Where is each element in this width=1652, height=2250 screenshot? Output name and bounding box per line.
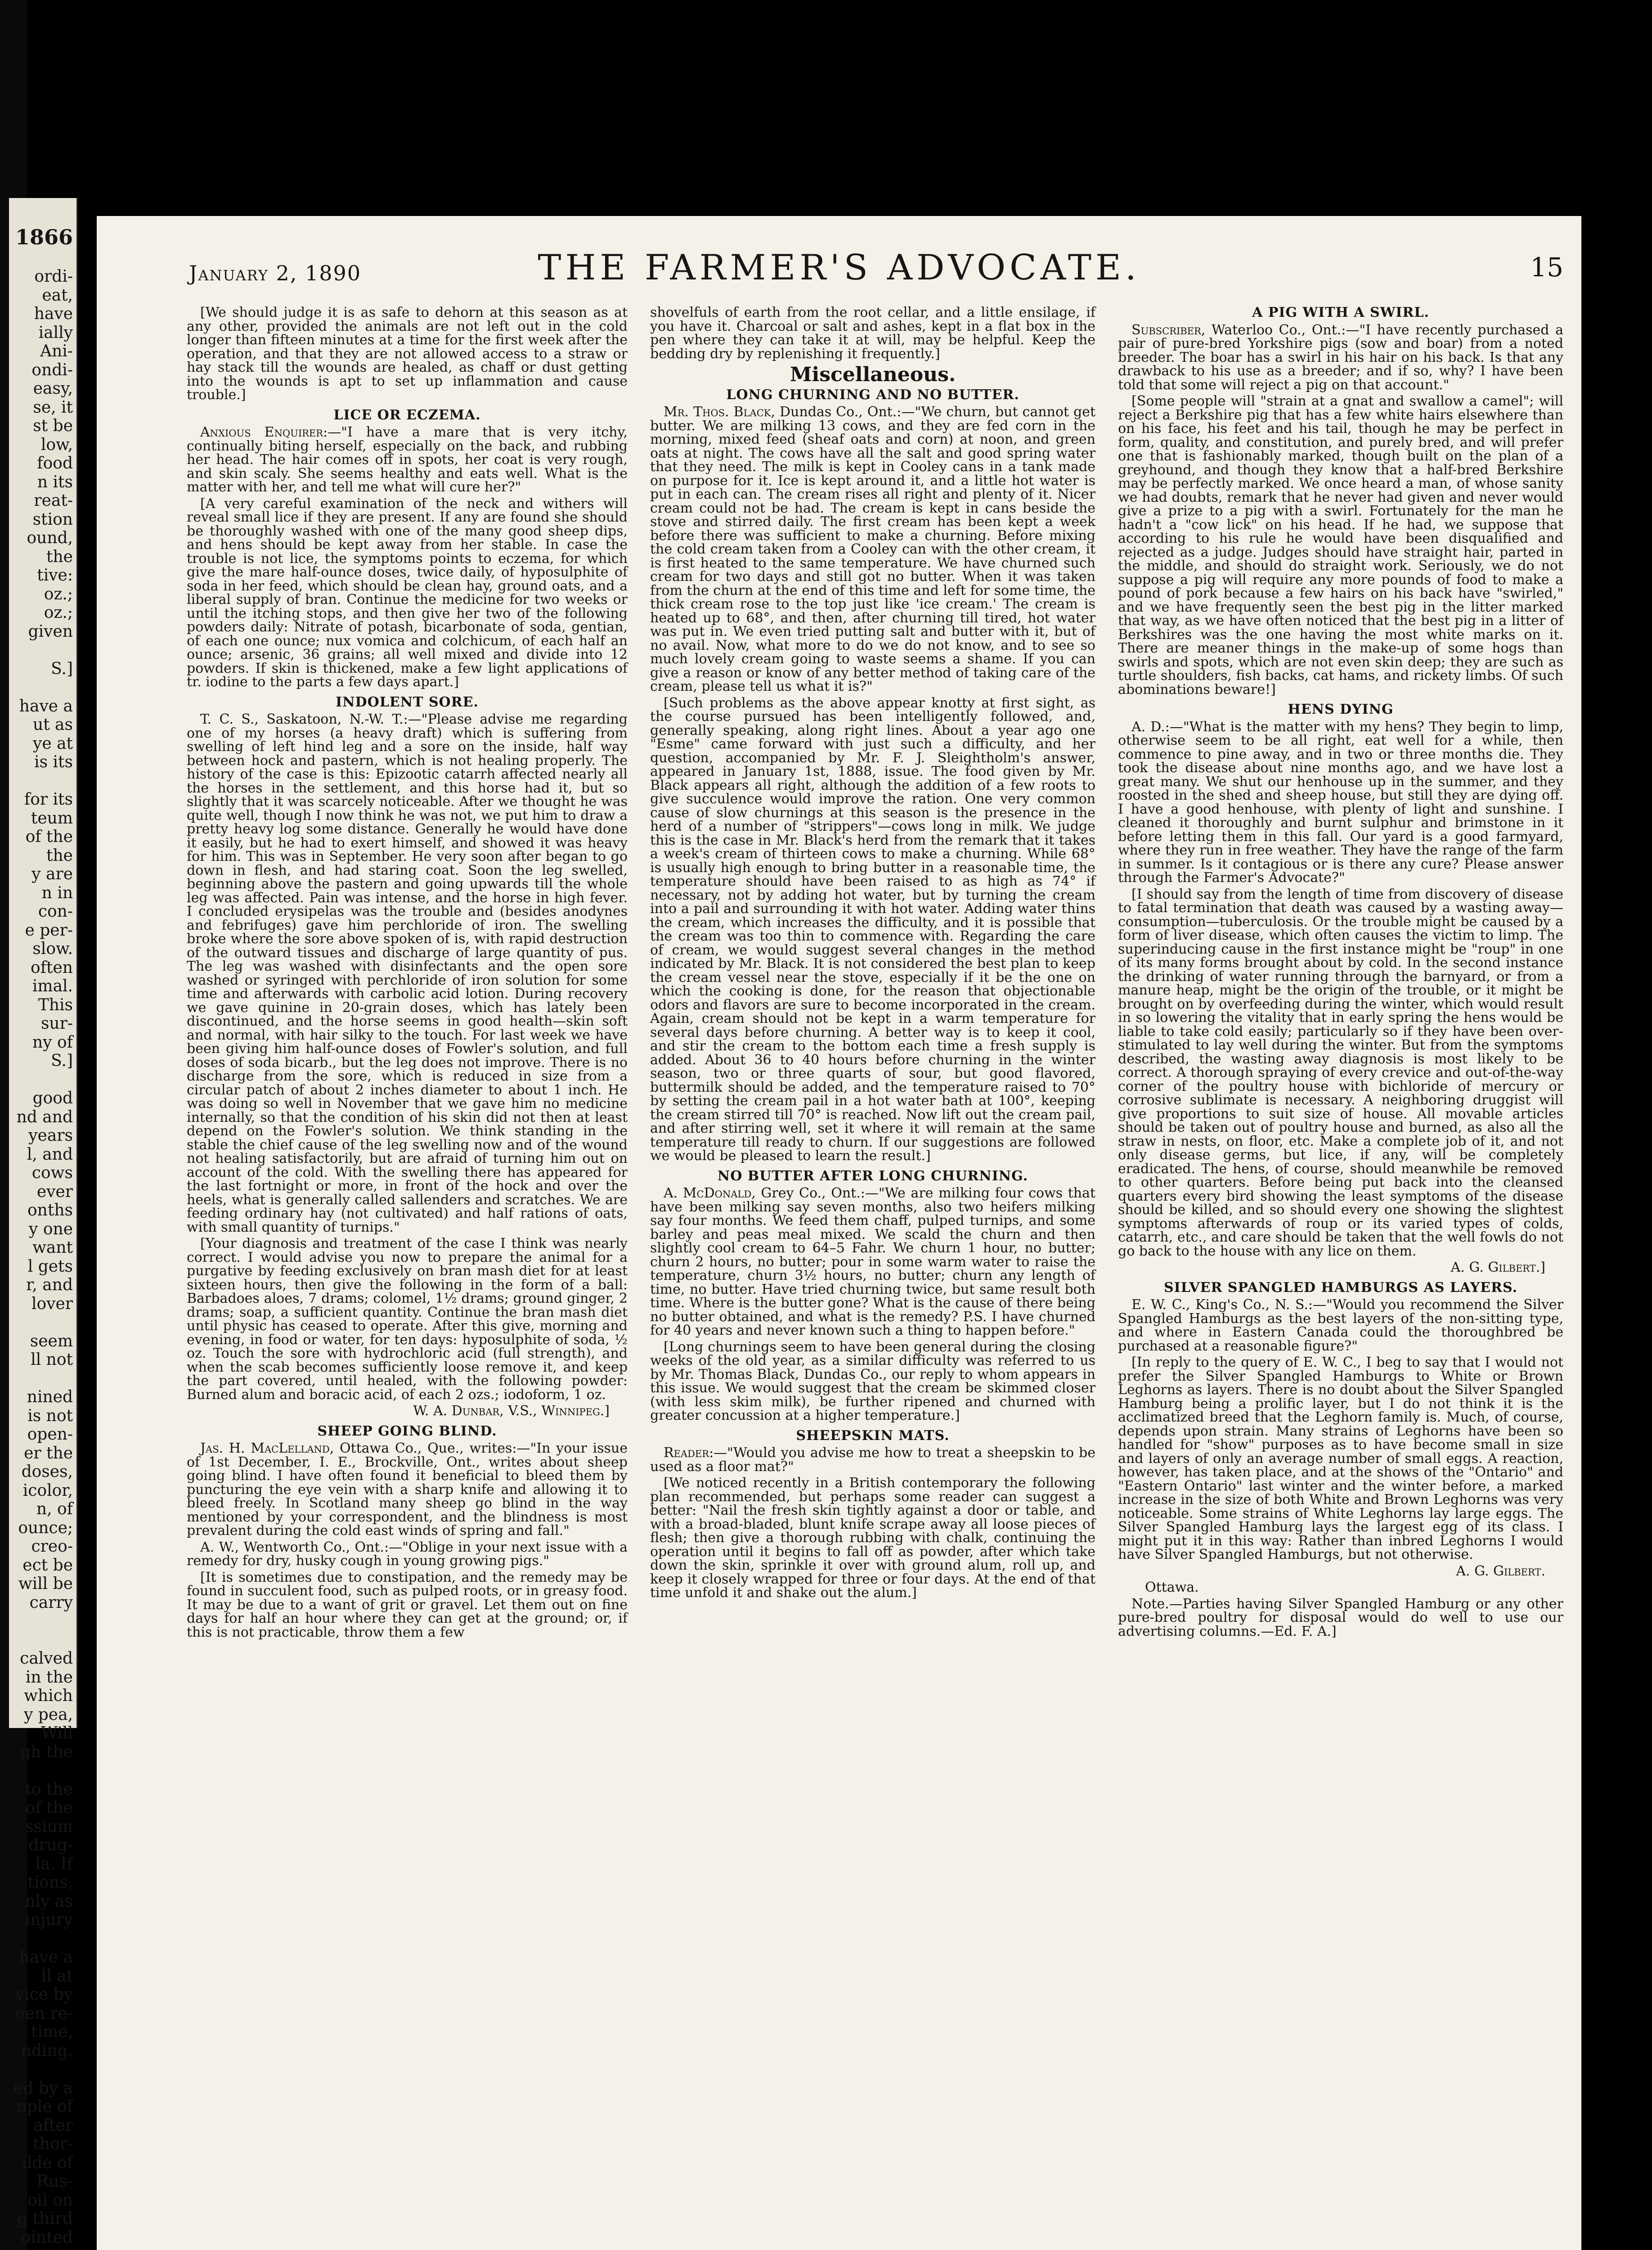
fragment-line bbox=[9, 641, 76, 660]
fragment-line: tive: bbox=[37, 566, 73, 585]
fragment-line: of the bbox=[25, 828, 73, 846]
section-heading-miscellaneous: Miscellaneous. bbox=[790, 363, 956, 386]
fragment-line: nly as bbox=[25, 1892, 73, 1911]
reply-pig-cough-continued: shovelfuls of earth from the root cellar, and a little ensilage, if you have it. Charcoal or salt and ashes, kept in a flat box in the pen where they can take it at will, may be helpful. Keep the bedding dry by replenishing it frequently.] bbox=[650, 305, 1095, 362]
fragment-line: oz.; bbox=[44, 585, 73, 603]
fragment-line: vice by bbox=[15, 1985, 73, 2004]
fragment-line: ll at bbox=[41, 1966, 73, 1985]
fragment-line: ed by a bbox=[13, 2079, 73, 2097]
fragment-line: years bbox=[28, 1126, 73, 1145]
fragment-line bbox=[9, 1369, 76, 1388]
letter-text: , Grey Co., Ont.:—"We are milking four cows that have been milking say seven months, also two heifers milking say four months. We feed them chaff, pulped turnips, and some barley and peas meal mixed. We scald the churn and then slightly cool cream to 64–5 Fahr. We churn 1 hour, no butter; churn 2 hours, no butter; pour in some warm water to raise the temperature, churn 3½ hours, no butter; churn any length of time, no butter. Have tried churning twice, but same result both time. Where is the butter gone? What is the cause of there being no butter obtained, and what is the remedy? P.S. I have churned for 40 years and never known such a thing to happen before." bbox=[650, 1185, 1095, 1338]
correspondent-name: A. McDonald bbox=[664, 1185, 752, 1201]
fragment-line: Will bbox=[41, 1724, 73, 1742]
heading-no-butter: NO BUTTER AFTER LONG CHURNING. bbox=[717, 1168, 1028, 1184]
fragment-line: se, it bbox=[33, 398, 73, 417]
fragment-line bbox=[9, 2247, 76, 2250]
fragment-line: ound, bbox=[27, 529, 73, 547]
heading-long-churning: LONG CHURNING AND NO BUTTER. bbox=[726, 387, 1019, 403]
fragment-line: calved bbox=[20, 1649, 73, 1668]
correspondent-name: E. W. C. bbox=[1131, 1297, 1186, 1313]
page-header bbox=[97, 243, 1581, 292]
fragment-line: food bbox=[37, 454, 73, 472]
fragment-line: have a bbox=[19, 1948, 73, 1966]
letter-text: , Ottawa Co., Que., writes:—"In your issue of 1st December, I. E., Brockville, Ont., writes about sheep going blind. I have often found it beneficial to bleed them by puncturing the eye vein with a sharp knife and allowing it to bleed freely. In Scotland many sheep go blind in the way mentioned by your correspondent, and the blindness is most prevalent during the cold east winds of spring and fall." bbox=[187, 1440, 628, 1539]
fragment-line: S.] bbox=[51, 659, 73, 678]
column-1 bbox=[187, 306, 628, 2250]
letter-text: :—"What is the matter with my hens? They begin to limp, otherwise seem to be all right, eat well for a while, then commence to pine away, and in two or three months die. They took the disease about nine months ago, and we have lost a great many. We shut our henhouse up in the summer, and they roosted in the shed and sheep house, but still they are dying off. I have a good henhouse, with plenty of light and sunshine. I cleaned it thoroughly and burnt sulphur and brimstone in it before letting them in this fall. Our yard is a good farmyard, where they run in free weather. They have the range of the farm in summer. Is it contagious or is there any cure? Please answer through the Farmer's Advocate?" bbox=[1118, 719, 1563, 886]
letter-sheep-blind bbox=[187, 1442, 628, 1538]
fragment-line: Ani- bbox=[40, 342, 73, 360]
correspondent-name: Reader bbox=[664, 1445, 709, 1461]
fragment-line: open- bbox=[27, 1425, 73, 1444]
fragment-line: n, of bbox=[36, 1500, 73, 1518]
fragment-line: Rus- bbox=[36, 2172, 73, 2191]
letter-pig-swirl bbox=[1118, 324, 1563, 392]
heading-lice-or-eczema: LICE OR ECZEMA. bbox=[333, 407, 481, 423]
fragment-line: have bbox=[34, 305, 73, 323]
reply-hamburgs: [In reply to the query of E. W. C., I beg to say that I would not prefer the Silver Spangled Hamburgs to White or Brown Leghorns as layers. There is no doubt about the Silver Spangled Hamburg being a prolific layer, but I do not think it is the acclimatized breed that the Leghorn family is. Much, of course, depends upon strain. Many strains of Leghorns have been so handled for "show" purposes as to have become small in size and layers of only an average number of small eggs. A reaction, however, has taken place, and at the shows of the "Ontario" and "Eastern Ontario" last winter and the winter before, a marked increase in the size of both White and Brown Leghorns was very noticeable. Some strains of White Leghorns lay large eggs. The Silver Spangled Hamburg lays the largest egg of its class. I might put it in this way: Rather than inbred Leghorns I would have Silver Spangled Hamburgs, but not otherwise. bbox=[1118, 1354, 1563, 1562]
fragment-line: ssium bbox=[25, 1817, 73, 1836]
fragment-line: in the bbox=[25, 1668, 73, 1687]
fragment-line: nd and bbox=[16, 1107, 73, 1126]
column-3 bbox=[1118, 306, 1563, 2250]
fragment-line: ut as bbox=[32, 716, 73, 734]
heading-sheep-going-blind: SHEEP GOING BLIND. bbox=[317, 1423, 497, 1439]
letter-text: :—"Would you advise me how to treat a sheepskin to be used as a floor mat?" bbox=[650, 1445, 1095, 1475]
letter-text: , Dundas Co., Ont.:—"We churn, but cannot get butter. We are milking 13 cows, and they are fed corn in the morning, mixed feed (sheaf oats and corn) at noon, and green oats at night. The cows have all the salt and good spring water that they need. The milk is kept in Cooley cans in a tank made on purpose for it. Ice is kept around it, and a little hot water is put in each can. The cream rises all right and plenty of it. Nicer cream could not be had. The cream is kept in cans beside the stove and stirred daily. The first cream has been kept a week before there was sufficient to make a churning. Before mixing the cold cream taken from a Cooley can with the other cream, it is first heated to the same temperature. We have churned such cream for two days and still got no butter. When it was taken from the churn at the end of this time and left for some time, the thick cream rose to the top just like 'ice cream.' The cream is heated up to 68°, and then, after churning till tired, hot water was put in. We even tried putting salt and butter with it, but of no avail. Now, what more to do we do not know, and to see so much lovely cream going to waste seems a shame. If you can give a reason or know of any better method of taking care of the cream, please tell us what it is?" bbox=[650, 404, 1095, 694]
fragment-line: ounce; bbox=[18, 1518, 73, 1537]
letter-text: :—"I have a mare that is very itchy, continually biting herself, especially on the back, and rubbing her head. The hair comes off in spots, her coat is very rough, and skin scaly. She seems healthy and eats well. What is the matter with her, and tell me what will cure her?" bbox=[187, 424, 628, 495]
fragment-line: ondi- bbox=[31, 360, 73, 379]
reply-lice: [A very careful examination of the neck and withers will reveal small lice if they are present. If any are found she should be thoroughly washed with one of the many good sheep dips, and hens should be kept away from her stable. In case the trouble is not lice, the symptoms points to eczema, for which give the mare half-ounce doses, twice daily, of hyposulphite of soda in her feed, which should be clean hay, ground oats, and a liberal supply of bran. Continue the medicine for two weeks or until the itching stops, and then give her two of the following powders daily: Nitrate of potash, bicarbonate of soda, gentian, of each one ounce; nux vomica and colchicum, of each half an ounce; arsenic, 36 grains; all well mixed and divide into 12 powders. If skin is thickened, make a few light applications of tr. iodine to the parts a few days apart.] bbox=[187, 495, 628, 690]
fragment-line bbox=[9, 1071, 76, 1089]
heading-sheepskin-mats: SHEEPSKIN MATS. bbox=[796, 1427, 950, 1444]
fragment-line bbox=[9, 772, 76, 791]
fragment-line: oil on bbox=[27, 2191, 73, 2210]
reply-long-churning: [Such problems as the above appear knotty at first sight, as the course pursued has been intelligently followed, and, generally speaking, along right lines. About a year ago one "Esme" came forward with just such a difficulty, and her question, accompanied by Mr. F. J. Sleightholm's answer, appeared in January 1st, 1888, issue. The food given by Mr. Black appears all right, although the addition of a few roots to give succulence would improve the ration. One very common cause of slow churnings at this season is the presence in the herd of a number of "strippers"—cows long in milk. We judge this is the case in Mr. Black's herd from the remark that it takes a week's cream of thirteen cows to make a churning. While 68° is usually high enough to bring butter in a reasonable time, the temperature should have been raised to as high as 74° if necessary, not by adding hot water, but by turning the cream into a pail and surrounding it with hot water. Adding water thins the cream, which increases the difficulty, and it is possible that the cream was too thin to commence with. Regarding the care of cream, we would suggest several changes in the method indicated by Mr. Black. It is not considered the best plan to keep the cream vessel near the stove, especially if it be the one on which the cooking is done, for the reason that objectionable odors and flavors are sure to become incorporated in the cream. Again, cream should not be kept in a warm temperature for several days before churning. A better way is to keep it cool, and stir the cream to the bottom each time a fresh supply is added. About 36 to 40 hours before churning in the winter season, two or three quarts of sour, but good flavored, buttermilk should be added, and the temperature raised to 70° by setting the cream pail in a hot water bath at 100°, keeping the cream stirred till 70° is reached. Now lift out the cream pail, and after stirring well, set it where it will remain at the same temperature till ready to churn. If our suggestions are followed we would be pleased to learn the result.] bbox=[650, 695, 1095, 1164]
fragment-line: will be bbox=[18, 1575, 73, 1593]
previous-page-edge bbox=[9, 198, 78, 2247]
fragment-line: ect be bbox=[22, 1556, 73, 1575]
fragment-line: y pea, bbox=[23, 1705, 73, 1724]
fragment-line: easy, bbox=[33, 379, 73, 398]
fragment-line: l, and bbox=[27, 1145, 73, 1164]
reply-sheepskin-mats: [We noticed recently in a British contemporary the following plan recommended, but perhaps some reader can suggest a better: "Nail the fresh skin tightly against a door or table, and with a broad-bladed, blunt knife scrape away all loose pieces of flesh; then give a thorough rubbing with chalk, continuing the operation until it begins to fall off as powder, after which take down the skin, sprinkle it over with ground alum, roll up, and keep it closely wrapped for three or four days. At the end of that time unfold it and shake out the alum.] bbox=[650, 1475, 1095, 1601]
fragment-line: eat, bbox=[42, 286, 73, 305]
fragment-line: is not bbox=[27, 1406, 73, 1425]
fragment-line bbox=[9, 1612, 76, 1631]
heading-indolent-sore: INDOLENT SORE. bbox=[336, 694, 479, 710]
fragment-line: cows bbox=[31, 1164, 73, 1182]
letter-text: , Waterloo Co., Ont.:—"I have recently purchased a pair of pure-bred Yorkshire pigs (sow and boar) from a noted breeder. The boar has a swirl in his hair on his back. Is that any drawback to his use as a breeder; and if so, why? I have been told that some will reject a pig on that account." bbox=[1118, 322, 1563, 393]
correspondent-name: T. C. S. bbox=[200, 711, 255, 727]
fragment-line: reat- bbox=[34, 491, 73, 510]
fragment-line bbox=[9, 1631, 76, 1650]
newspaper-page bbox=[97, 216, 1581, 2250]
heading-pig-with-swirl: A PIG WITH A SWIRL. bbox=[1252, 305, 1429, 320]
fragment-line: given bbox=[28, 622, 73, 641]
letter-sheepskin-mats bbox=[650, 1446, 1095, 1474]
fragment-line: con- bbox=[38, 902, 73, 921]
heading-hens-dying: HENS DYING bbox=[1288, 702, 1394, 717]
issue-date: January 2, 1890 bbox=[189, 261, 362, 285]
letter-lice bbox=[187, 426, 628, 495]
fragment-line: S.] bbox=[51, 1052, 73, 1070]
fragment-line: r, and bbox=[26, 1276, 73, 1294]
fragment-line: e per- bbox=[25, 921, 73, 940]
fragment-line: slow. bbox=[32, 940, 73, 958]
fragment-line: doses, bbox=[21, 1462, 73, 1481]
fragment-line: good bbox=[32, 1089, 73, 1107]
fragment-line: nding. bbox=[21, 2041, 73, 2060]
signature-dunbar: W. A. Dunbar, V.S., Winnipeg.] bbox=[413, 1403, 610, 1419]
fragment-line: een re- bbox=[15, 2004, 73, 2023]
fragment-line: oz.; bbox=[44, 603, 73, 622]
correspondent-name: A. W. bbox=[200, 1539, 235, 1555]
fragment-line: y one bbox=[29, 1220, 73, 1238]
fragment-line: g third bbox=[17, 2210, 73, 2228]
page-number: 15 bbox=[1530, 252, 1563, 283]
fragment-line: creo- bbox=[31, 1537, 73, 1556]
correspondent-name: Subscriber bbox=[1131, 322, 1201, 338]
signature-gilbert-2: A. G. Gilbert. bbox=[1456, 1563, 1545, 1579]
dehorning-reply: [We should judge it is as safe to dehorn at this season as at any other, provided the animals are not left out in the cold longer than fifteen minutes at a time for the first week after the operation, and that they are not allowed access to a straw or hay stack till the wounds are healed, as chaff or dust getting into the wounds is apt to set up inflammation and cause trouble.] bbox=[187, 305, 628, 403]
previous-page-fragments bbox=[9, 267, 76, 2250]
fragment-line: is its bbox=[34, 753, 73, 771]
fragment-line: n in bbox=[41, 883, 73, 902]
letter-text: , Saskatoon, N.-W. T.:—"Please advise me regarding one of my horses (a heavy draft) which is suffering from swelling of left hind leg and a sore on the inside, half way between hock and pastern, which is not healing properly. The history of the case is this: Epizootic catarrh affected nearly all the horses in the settlement, and this horse had it, but so slightly that it was scarcely noticeable. After we thought he was quite well, though I now think he was not, we put him to draw a pretty heavy log some distance. Generally he would have done it easily, but he had to exert himself, and showed it was heavy for him. This was in September. He very soon after began to go down in flesh, and had staring coat. Soon the leg swelled, beginning above the pastern and going upwards till the whole leg was affected. Pain was intense, and the horse in high fever. I concluded erysipelas was the trouble and (besides anodynes and febrifuges) gave him perchloride of iron. The swelling broke where the sore above spoken of is, with rapid destruction of the outward tissues and discharge of large quantity of pus. The leg was washed with disinfectants and the open sore washed or syringed with perchloride of iron solution for some time and afterwards with carbolic acid lotion. During recovery we gave quinine in 20-grain doses, which has lately been discontinued, and the horse seems in good health—skin soft and normal, with hair silky to the touch. For last week we have been giving him half-ounce doses of Fowler's solution, and full doses of soda bicarb., but the leg does not improve. There is no discharge from the sore, which is reduced in size from a circular patch of about 2 inches diameter to about 1 inch. He was doing so well in November that we gave him no medicine internally, so that the condition of his skin did not then at least depend on the Fowler's solution. We think standing in the stable the chief cause of the leg swelling now and of the wound not healing satisfactorily, but are afraid of turning him out on account of the cold. With the swelling there has appeared for the last fortnight or more, in front of the hock and over the heels, what is generally called sallenders and scratches. We are feeding ordinary hay (not cultivated) and half rations of oats, with small quantity of turnips." bbox=[187, 711, 628, 1235]
fragment-line: ever bbox=[36, 1182, 73, 1201]
correspondent-name: A. D. bbox=[1131, 719, 1165, 735]
fragment-line: l gets bbox=[27, 1257, 73, 1276]
fragment-line: time, bbox=[31, 2023, 73, 2041]
fragment-line: of the bbox=[25, 1799, 73, 1817]
fragment-line: ye at bbox=[32, 734, 73, 753]
letter-text: , King's Co., N. S.:—"Would you recommend the Silver Spangled Hamburgs as the best layers of the non-sitting type, and where in Eastern Canada could the thoroughbred be purchased at a reasonable figure?" bbox=[1118, 1297, 1563, 1354]
fragment-line: ordi- bbox=[34, 267, 73, 286]
fragment-line: er the bbox=[24, 1444, 73, 1462]
fragment-line: nined bbox=[27, 1388, 73, 1406]
fragment-line: seem bbox=[30, 1332, 73, 1350]
fragment-line: want bbox=[32, 1238, 73, 1257]
fragment-line: y are bbox=[31, 865, 73, 883]
fragment-line: icolor, bbox=[22, 1481, 73, 1500]
fragment-line: tions, bbox=[27, 1873, 73, 1892]
fragment-line: for its bbox=[24, 790, 73, 809]
fragment-line: ll not bbox=[31, 1350, 73, 1369]
fragment-line: ointed bbox=[21, 2228, 73, 2247]
fragment-line: the bbox=[46, 846, 73, 865]
fragment-line: have a bbox=[19, 697, 73, 716]
fragment-line bbox=[9, 1761, 76, 1780]
letter-text: , Wentworth Co., Ont.:—"Oblige in your next issue with a remedy for dry, husky cough in young growing pigs." bbox=[187, 1539, 628, 1569]
correspondent-name: Mr. Thos. Black bbox=[664, 404, 771, 420]
place-ottawa: Ottawa. bbox=[1145, 1580, 1199, 1595]
fragment-line: nple of bbox=[16, 2097, 73, 2116]
fragment-line: thor- bbox=[33, 2135, 73, 2153]
letter-indolent-sore bbox=[187, 713, 628, 1234]
reply-no-butter: [Long churnings seem to have been general during the closing weeks of the old year, as a similar difficulty was referred to us by Mr. Thomas Black, Dundas Co., our reply to whom appears in this issue. We would suggest that the cream be skimmed closer (with less skim milk), be further ripened and churned with greater concussion at a higher temperature.] bbox=[650, 1339, 1095, 1423]
fragment-line: teum bbox=[31, 809, 73, 828]
letter-no-butter bbox=[650, 1187, 1095, 1338]
fragment-line: drug- bbox=[28, 1836, 73, 1854]
signature-gilbert: A. G. Gilbert.] bbox=[1450, 1260, 1545, 1275]
column-2 bbox=[650, 306, 1095, 2250]
fragment-line: lover bbox=[31, 1294, 73, 1313]
fragment-line bbox=[9, 2060, 76, 2079]
fragment-line: sur- bbox=[40, 1014, 73, 1033]
letter-long-churning bbox=[650, 405, 1095, 694]
fragment-line bbox=[9, 1930, 76, 1948]
fragment-line: ilde of bbox=[22, 2153, 73, 2172]
fragment-line: gh the bbox=[20, 1742, 73, 1761]
letter-pig-cough bbox=[187, 1541, 628, 1568]
fragment-line: the bbox=[46, 547, 73, 566]
fragment-line: ny of bbox=[32, 1033, 73, 1052]
fragment-line: ially bbox=[38, 323, 73, 342]
correspondent-name: Jas. H. MacLelland bbox=[200, 1440, 330, 1456]
masthead-title: THE FARMER'S ADVOCATE. bbox=[538, 248, 1140, 288]
fragment-line: often bbox=[31, 958, 73, 977]
reply-hens-dying: [I should say from the length of time from discovery of disease to fatal termination that death was caused by a wasting away—consumption—tuberculosis. Or the trouble might be caused by a form of liver disease, which often causes the victim to limp. The superinducing cause in the first instance might be "roup" in one of its many forms brought about by cold. In the second instance the drinking of water running through the barnyard, or from a manure heap, might be the origin of the trouble, or it might be brought on by overfeeding during the winter, which would result in so lowering the vitality that in early spring the hens would be liable to take cold easily; particularly so if they have been over-stimulated to lay well during the winter. But from the symptoms described, the wasting away diagnosis is most likely to be correct. A thorough spraying of every crevice and out-of-the-way corner of the poultry house with bichloride of mercury or corrosive sublimate is necessary. A neighboring druggist will give proportions to suit size of house. All movable articles should be taken out of poultry house and burned, as also all the straw in nests, on floor, etc. Make a complete job of it, and not only disease germs, but lice, if any, will be completely eradicated. The hens, of course, should meanwhile be removed to other quarters. Before being put back into the cleansed quarters every bird showing the least symptoms of the disease should be killed, and so should every one showing the slightest symptoms afterwards of roup or its varied types of colds, catarrh, etc., and care should be taken that the well fowls do not go back to the house with any lice on them. bbox=[1118, 886, 1563, 1259]
fragment-line: low, bbox=[40, 435, 73, 454]
correspondent-name: Anxious Enquirer bbox=[200, 424, 323, 440]
fragment-line: stion bbox=[32, 510, 73, 529]
reply-pig-swirl: [Some people will "strain at a gnat and swallow a camel"; will reject a Berkshire pig that has a few white hairs elsewhere than on his face, his feet and his tail, though he may be perfect in form, quality, and constitution, and purely bred, and will prefer one that is fashionably marked, though built on the plan of a greyhound, and though they know that a half-bred Berkshire may be perfectly marked. We once heard a man, of whose sanity we had doubts, remark that he never had given and never would give a prize to a pig with a swirl. Fortunately for the man he hadn't a "cow lick" on his head. If he had, we suppose that according to his rule he would have been disqualified and rejected as a judge. Judges should have straight hair, parted in the middle, and should do straight work. Seriously, we do not suppose a pig will require any more pounds of food to make a pound of pork because a few hairs on his back have "swirled," and we have frequently seen the best pig in the litter marked that way, as we have often noticed that the best pig in a litter of Berkshires was the one having the most white marks on it. There are meaner things in the make-up of some hogs than swirls and spots, which are not even skin deep; they are such as turtle shoulders, fish backs, cat hams, and rickety limbs. Of such abominations beware!] bbox=[1118, 393, 1563, 698]
reply-indolent-sore: [Your diagnosis and treatment of the case I think was nearly correct. I would advise you now to prepare the animal for a purgative by feeding exclusively on bran mash diet for at least sixteen hours, then give the following in the form of a ball: Barbadoes aloes, 7 drams; colomel, 1½ drams; ground ginger, 2 drams; soap, a sufficient quantity. Continue the bran mash diet until physic has ceased to operate. After this give, morning and evening, in food or water, for ten days: hyposulphite of soda, ½ oz. Touch the sore with hydrochloric acid (full strength), and when the scab becomes sufficiently loose remove it, and keep the part covered, until healed, with the following powder: Burned alum and boracic acid, of each 2 ozs.; iodoform, 1 oz. bbox=[187, 1236, 628, 1403]
letter-hens-dying bbox=[1118, 720, 1563, 885]
fragment-line bbox=[9, 678, 76, 697]
fragment-line: to the bbox=[25, 1780, 73, 1799]
previous-page-number: 1866 bbox=[15, 225, 73, 249]
fragment-line: st be bbox=[33, 417, 73, 435]
editor-note: Note.—Parties having Silver Spangled Hamburg or any other pure-bred poultry for disposal would do well to use our advertising columns.—Ed. F. A.] bbox=[1118, 1596, 1563, 1639]
reply-pig-cough: [It is sometimes due to constipation, and the remedy may be found in succulent food, such as pulped roots, or in greasy food. It may be due to a want of grit or gravel. Let them out on fine days for half an hour where they can get at the ground; or, if this is not practicable, throw them a few bbox=[187, 1569, 628, 1640]
fragment-line: onths bbox=[27, 1201, 73, 1220]
fragment-line: This bbox=[38, 995, 73, 1014]
fragment-line: la. If bbox=[35, 1854, 73, 1873]
fragment-line: which bbox=[24, 1687, 73, 1705]
fragment-line: after bbox=[33, 2116, 73, 2135]
fragment-line bbox=[9, 1313, 76, 1332]
fragment-line: injury bbox=[25, 1911, 73, 1929]
heading-silver-spangled-hamburgs: SILVER SPANGLED HAMBURGS AS LAYERS. bbox=[1163, 1279, 1518, 1296]
fragment-line: carry bbox=[29, 1593, 73, 1612]
fragment-line: n its bbox=[37, 472, 73, 491]
fragment-line: imal. bbox=[32, 977, 73, 995]
letter-hamburgs bbox=[1118, 1298, 1563, 1353]
